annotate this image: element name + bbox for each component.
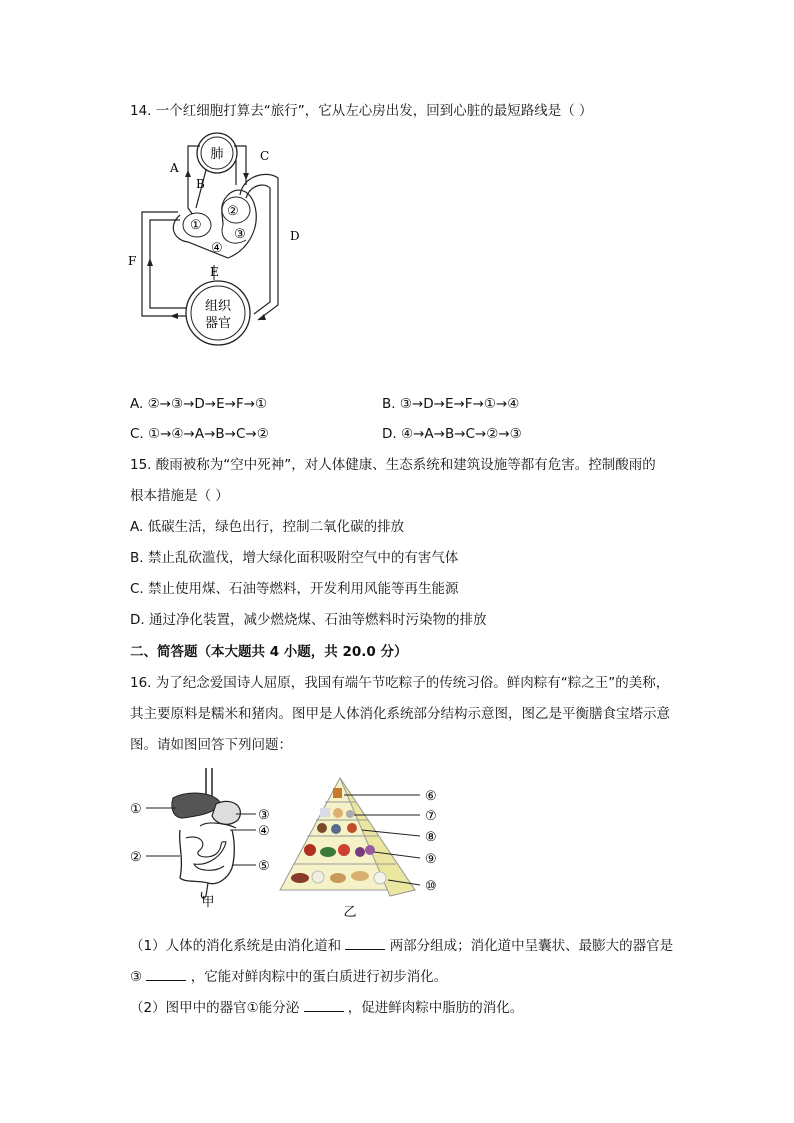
q14-option-d: D. ④→A→B→C→②→③ [382, 426, 522, 442]
yi-label-6: ⑥ [425, 789, 437, 804]
q15-option-d: D. 通过净化装置，减少燃烧煤、石油等燃料时污染物的排放 [130, 612, 487, 628]
q14-option-a: A. ②→③→D→E→F→① [130, 396, 268, 412]
q16-sub1-text-c: ③ [130, 969, 143, 985]
section-heading: 二、简答题（本大题共 4 小题，共 20.0 分） [130, 644, 408, 660]
q15-option-b: B. 禁止乱砍滥伐，增大绿化面积吸附空气中的有害气体 [130, 550, 459, 566]
q16-sub1-text-a: （1）人体的消化系统是由消化道和 [130, 938, 342, 954]
label-c4: ④ [211, 241, 223, 256]
yi-label-10: ⑩ [425, 879, 437, 894]
yi-label-7: ⑦ [425, 809, 437, 824]
q14-option-c: C. ①→④→A→B→C→② [130, 426, 269, 442]
label-C: C [260, 149, 270, 163]
label-c3: ③ [234, 227, 246, 242]
q15-option-c: C. 禁止使用煤、石油等燃料，开发利用风能等再生能源 [130, 581, 459, 597]
label-B: B [196, 177, 205, 191]
q15-stem-2: 根本措施是（ ） [130, 488, 229, 504]
label-E: E [210, 265, 219, 279]
jia-label-5: ⑤ [258, 859, 270, 874]
jia-label-2: ② [130, 850, 142, 865]
q16-line-1: 16. 为了纪念爱国诗人屈原，我国有端午节吃粽子的传统习俗。鲜肉粽有“粽之王”的美称， [130, 675, 670, 691]
q15-stem-1: 15. 酸雨被称为“空中死神”，对人体健康、生态系统和建筑设施等都有危害。控制酸雨的 [130, 457, 656, 473]
q16-sub2-text-b: ，促进鲜肉粽中脂肪的消化。 [347, 1000, 524, 1016]
jia-label-1: ① [130, 802, 142, 817]
q16-sub1-text-d: ，它能对鲜肉粽中的蛋白质进行初步消化。 [190, 969, 448, 985]
caption-jia: 甲 [201, 895, 215, 908]
label-A: A [170, 161, 179, 175]
q16-sub1-line1 [130, 935, 673, 956]
q16-line-3: 图。请如图回答下列问题： [130, 737, 292, 753]
lung-label: 肺 [210, 147, 224, 162]
tissue-label-1: 组织 [204, 299, 232, 314]
q16-sub1-blank-1[interactable] [345, 935, 385, 950]
q15-option-a: A. 低碳生活，绿色出行，控制二氧化碳的排放 [130, 519, 405, 535]
q16-sub1-line2 [130, 966, 447, 987]
q16-sub1-text-b: 两部分组成；消化道中呈囊状、最膨大的器官是 [389, 938, 674, 954]
food-pyramid-figure [270, 770, 450, 920]
label-c2: ② [227, 204, 239, 219]
q16-line-2: 其主要原料是糯米和猪肉。图甲是人体消化系统部分结构示意图，图乙是平衡膳食宝塔示意 [130, 706, 670, 722]
q14-option-b: B. ③→D→E→F→①→④ [382, 396, 520, 412]
caption-yi: 乙 [343, 905, 357, 920]
q16-sub2-line [130, 997, 523, 1018]
q14-stem: 14. 一个红细胞打算去“旅行”，它从左心房出发，回到心脏的最短路线是（ ） [130, 103, 593, 119]
yi-label-9: ⑨ [425, 852, 437, 867]
label-c1: ① [190, 218, 202, 233]
q16-sub2-blank[interactable] [304, 997, 344, 1012]
label-D: D [290, 229, 300, 243]
q16-sub2-text-a: （2）图甲中的器官①能分泌 [130, 1000, 300, 1016]
digestive-system-figure [128, 768, 278, 908]
label-F: F [128, 254, 137, 268]
tissue-label-2: 器官 [204, 316, 232, 331]
jia-label-4: ④ [258, 824, 270, 839]
q16-sub1-blank-2[interactable] [146, 966, 186, 981]
circulation-diagram [128, 130, 328, 350]
yi-label-8: ⑧ [425, 830, 437, 845]
jia-label-3: ③ [258, 808, 270, 823]
